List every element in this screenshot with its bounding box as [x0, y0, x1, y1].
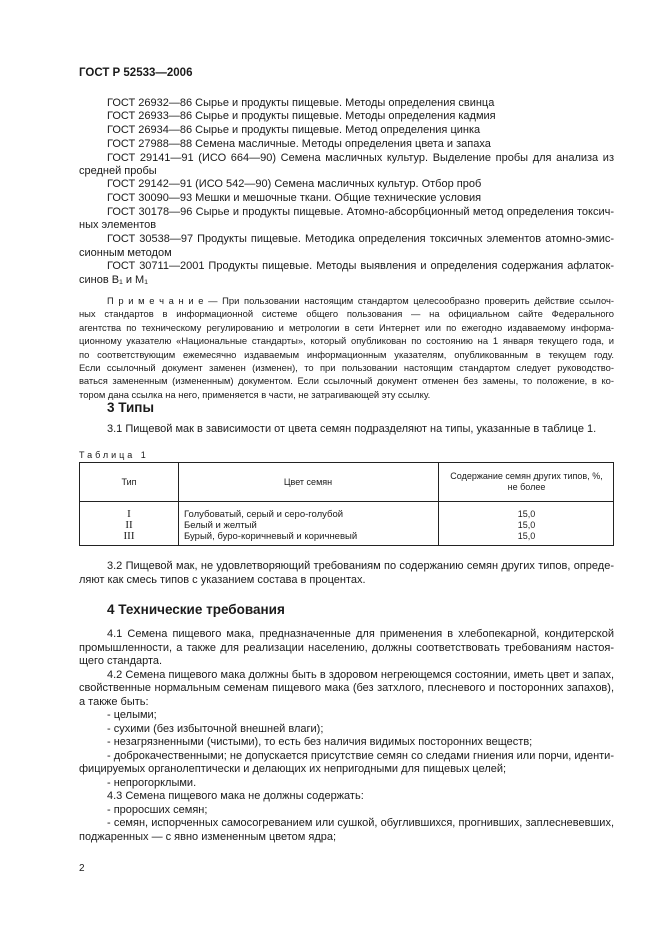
list-item: поджаренных — с явно измененным цветом ядра; — [79, 831, 337, 843]
table-header-color: Цвет семян — [283, 477, 333, 487]
list-item: - семян, испорченных самосогреванием или сушкой, обуглившихся, прогнивших, заплесневевших, — [107, 817, 614, 829]
table-header-content: Содержание семян других типов, %, — [450, 471, 603, 481]
paragraph-line: 4.3 Семена пищевого мака не должны содержать: — [107, 790, 364, 802]
page-number: 2 — [79, 863, 85, 874]
list-item: фицируемых органолептически и делающих их непригодными для пищевых целей; — [79, 763, 507, 775]
table-cell-type: II — [125, 519, 133, 531]
reference-line: сионным методом — [79, 247, 172, 259]
note-line: агентства по техническому регулированию и метрологии в сети Интернет или по ежегодно издаваемому информа- — [79, 322, 614, 333]
paragraph-line: 3.2 Пищевой мак, не удовлетворяющий требованиям по содержанию семян других типов, опреде- — [107, 560, 614, 572]
paragraph-line: свойственные нормальным семенам пищевого мака (без затхлого, плесневого и посторонних запахов), — [79, 682, 614, 694]
note-line: по соответствующим ежемесячно издаваемым информационным указателям, опубликованным в текущем году. — [79, 349, 614, 360]
reference-line: ГОСТ 26934—86 Сырье и продукты пищевые. Метод определения цинка — [107, 124, 481, 136]
reference-line: ГОСТ 29142—91 (ИСО 542—90) Семена масличных культур. Отбор проб — [107, 178, 482, 190]
paragraph-line: промышленности, а также для реализации населению, должны соответствовать требованиям настоя- — [79, 642, 614, 654]
list-item: - непрогорклыми. — [107, 777, 197, 789]
paragraph-line: 4.1 Семена пищевого мака, предназначенные для применения в хлебопекарной, кондитерской — [107, 628, 614, 640]
table-cell-content: 15,0 — [517, 531, 536, 541]
section-4-title: 4 Технические требования — [107, 602, 285, 617]
table-cell-content: 15,0 — [517, 520, 536, 530]
reference-line: ГОСТ 27988—88 Семена масличные. Методы определения цвета и запаха — [107, 138, 491, 150]
table-cell-color: Голубоватый, серый и серо-голубой — [184, 509, 344, 520]
paragraph-line: щего стандарта. — [79, 655, 163, 667]
note-line: тором дана ссылка на него, применяется в части, не затрагивающей эту ссылку. — [79, 389, 431, 400]
reference-line: средней пробы — [79, 165, 157, 177]
document-header: ГОСТ Р 52533—2006 — [79, 67, 193, 79]
list-item: - доброкачественными; не допускается присутствие семян со следами гниения или порчи, иденти- — [107, 750, 614, 762]
table-header-content-2: не более — [507, 482, 546, 492]
reference-line: синов В₁ и М₁ — [79, 274, 148, 286]
reference-line: ГОСТ 26932—86 Сырье и продукты пищевые. Методы определения свинца — [107, 97, 495, 109]
reference-line: ГОСТ 30178—96 Сырье и продукты пищевые. Атомно-абсорбционный метод определения токсич- — [107, 206, 614, 218]
section-3-title: 3 Типы — [107, 400, 154, 415]
table-cell-color: Бурый, буро-коричневый и коричневый — [184, 531, 358, 542]
reference-line: ГОСТ 30090—93 Мешки и мешочные ткани. Общие технические условия — [107, 192, 482, 204]
note-line: ционному указателю «Национальные стандарты», который опубликован по состоянию на 1 января текущего года, и — [79, 335, 614, 346]
table-header-type: Тип — [121, 477, 137, 487]
table-cell-type: III — [123, 530, 135, 542]
table-cell-type: I — [127, 508, 131, 520]
note-line: ваться замененным (измененным) документом. Если ссылочный документ отменен без замены, то положение, в ко- — [79, 375, 614, 386]
paragraph-line: ляют как смесь типов с указанием состава в процентах. — [79, 574, 366, 586]
list-item: - целыми; — [107, 709, 157, 721]
table-caption: Таблица 1 — [79, 450, 149, 460]
note-line: П р и м е ч а н и е — При пользовании настоящим стандартом целесообразно проверить действие ссылоч- — [107, 295, 614, 306]
table-1 — [79, 462, 614, 546]
paragraph-line: 4.2 Семена пищевого мака должны быть в здоровом негреющемся состоянии, иметь цвет и запах, — [107, 669, 614, 681]
reference-line: ГОСТ 30538—97 Продукты пищевые. Методика определения токсичных элементов атомно-эмис- — [107, 233, 614, 245]
reference-line: ГОСТ 30711—2001 Продукты пищевые. Методы выявления и определения содержания афлаток- — [107, 260, 614, 272]
table-cell-color: Белый и желтый — [184, 520, 257, 531]
list-item: - сухими (без избыточной внешней влаги); — [107, 723, 324, 735]
list-item: - проросших семян; — [107, 804, 208, 816]
reference-line: ГОСТ 29141—91 (ИСО 664—90) Семена масличных культур. Выделение пробы для анализа из — [107, 152, 614, 164]
list-item: - незагрязненными (чистыми), то есть без наличия видимых посторонних веществ; — [107, 736, 533, 748]
reference-line: ных элементов — [79, 219, 157, 231]
paragraph-line: а также быть: — [79, 696, 149, 708]
table-cell-content: 15,0 — [517, 509, 536, 519]
reference-line: ГОСТ 26933—86 Сырье и продукты пищевые. Методы определения кадмия — [107, 110, 496, 122]
note-line: Если ссылочный документ заменен (изменен), то при пользовании настоящим стандартом следует руководство- — [79, 362, 614, 373]
paragraph-line: 3.1 Пищевой мак в зависимости от цвета семян подразделяют на типы, указанные в таблице 1. — [107, 423, 597, 435]
note-line: ных стандартов в информационной системе общего пользования — на официальном сайте Федерального — [79, 308, 614, 319]
